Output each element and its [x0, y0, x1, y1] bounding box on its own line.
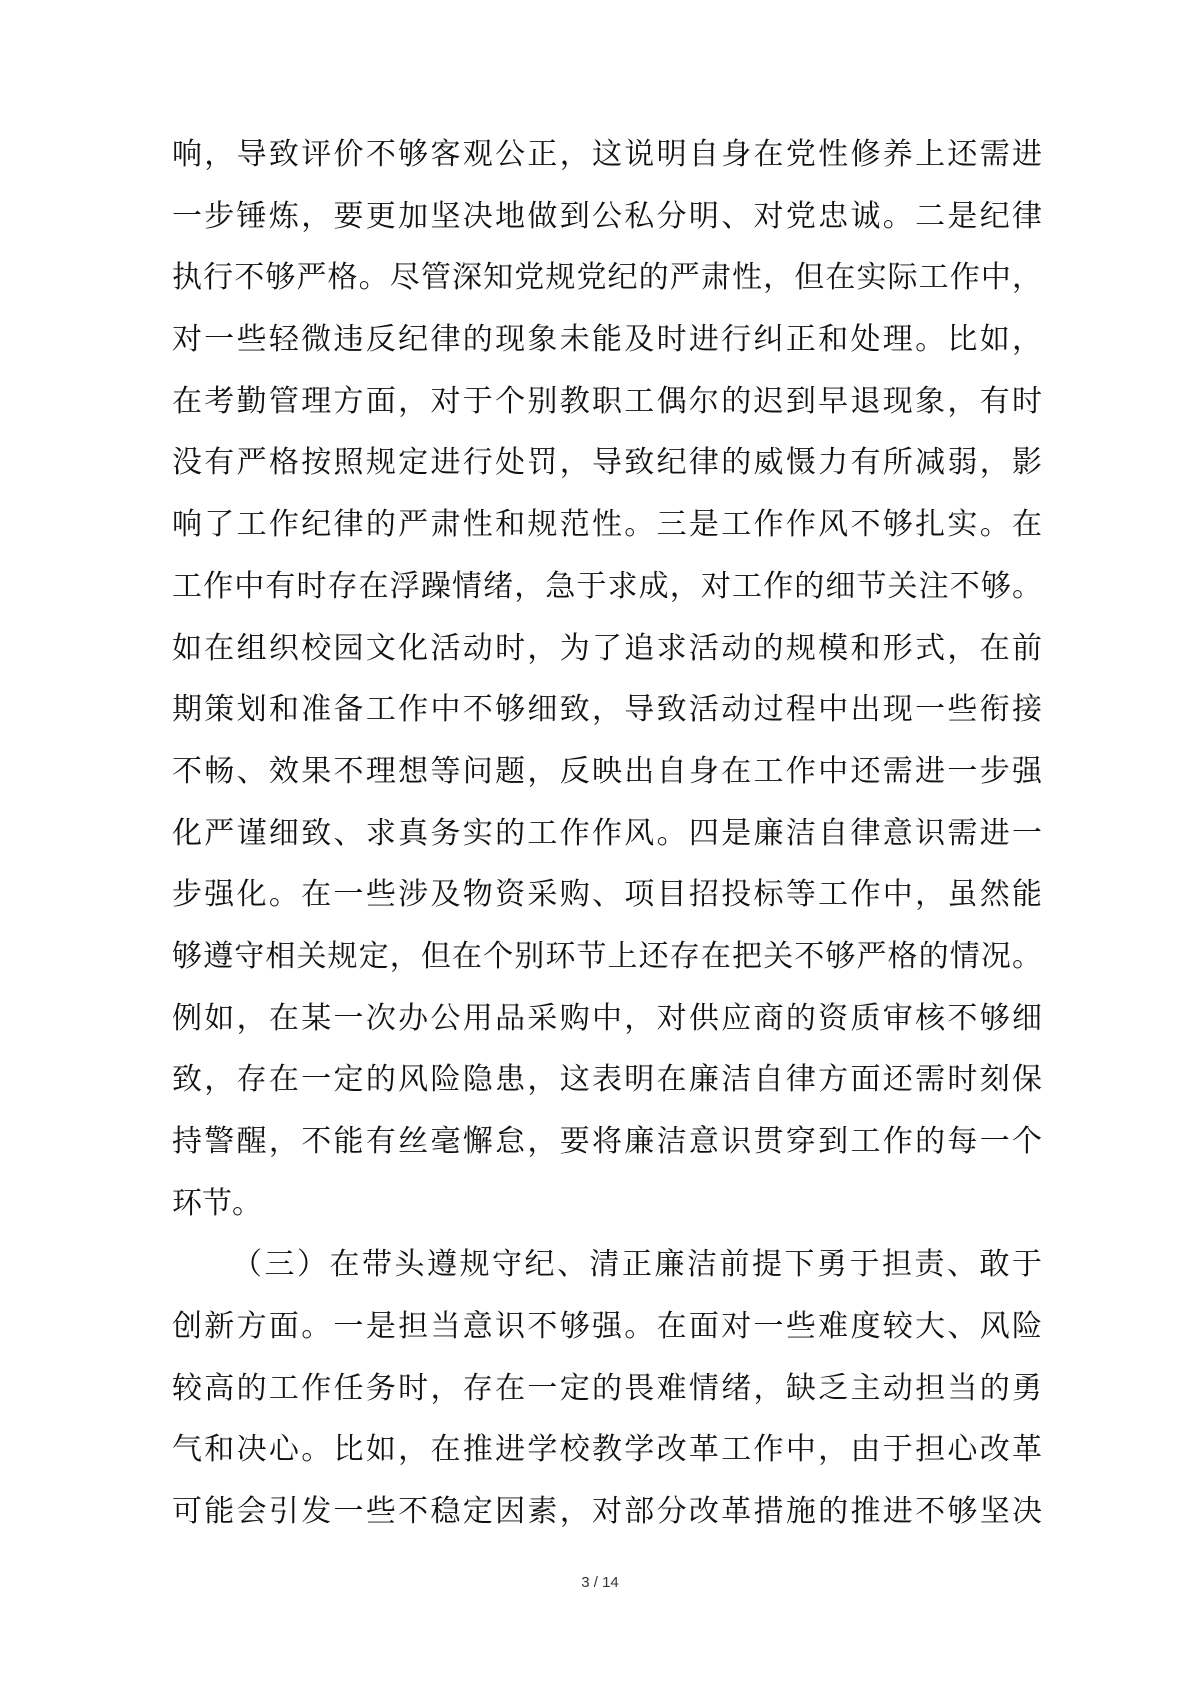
text-line: 化严谨细致、求真务实的工作作风。四是廉洁自律意识需进一 — [172, 815, 1042, 851]
document-body — [172, 124, 1042, 1543]
page-number: 3 / 14 — [581, 1574, 619, 1591]
text-line: 一步锤炼，要更加坚决地做到公私分明、对党忠诚。二是纪律 — [172, 198, 1042, 234]
text-line: 环节。 — [172, 1185, 262, 1221]
text-line: 致，存在一定的风险隐患，这表明在廉洁自律方面还需时刻保 — [172, 1062, 1042, 1098]
text-line: 可能会引发一些不稳定因素，对部分改革措施的推进不够坚决 — [172, 1494, 1042, 1530]
text-line: 没有严格按照规定进行处罚，导致纪律的威慑力有所减弱，影 — [172, 445, 1042, 481]
text-line: 执行不够严格。尽管深知党规党纪的严肃性，但在实际工作中， — [172, 260, 1042, 296]
text-line: 如在组织校园文化活动时，为了追求活动的规模和形式，在前 — [172, 630, 1042, 666]
text-line: 在考勤管理方面，对于个别教职工偶尔的迟到早退现象，有时 — [172, 383, 1042, 419]
text-line: 工作中有时存在浮躁情绪，急于求成，对工作的细节关注不够。 — [172, 568, 1042, 604]
text-line: 不畅、效果不理想等问题，反映出自身在工作中还需进一步强 — [172, 753, 1042, 789]
text-line: （三）在带头遵规守纪、清正廉洁前提下勇于担责、敢于 — [232, 1247, 1042, 1283]
text-line: 持警醒，不能有丝毫懈怠，要将廉洁意识贯穿到工作的每一个 — [172, 1124, 1042, 1159]
paragraph — [172, 124, 1042, 1234]
text-line: 例如，在某一次办公用品采购中，对供应商的资质审核不够细 — [172, 1000, 1042, 1036]
text-line: 创新方面。一是担当意识不够强。在面对一些难度较大、风险 — [172, 1309, 1042, 1345]
text-line: 步强化。在一些涉及物资采购、项目招投标等工作中，虽然能 — [172, 877, 1042, 913]
text-line: 对一些轻微违反纪律的现象未能及时进行纠正和处理。比如， — [172, 322, 1042, 358]
text-line: 较高的工作任务时，存在一定的畏难情绪，缺乏主动担当的勇 — [172, 1370, 1042, 1406]
text-line: 响，导致评价不够客观公正，这说明自身在党性修养上还需进 — [172, 137, 1042, 172]
paragraph — [172, 1234, 1042, 1542]
text-line: 够遵守相关规定，但在个别环节上还存在把关不够严格的情况。 — [172, 938, 1042, 974]
text-line: 响了工作纪律的严肃性和规范性。三是工作作风不够扎实。在 — [172, 507, 1042, 543]
text-line: 气和决心。比如，在推进学校教学改革工作中，由于担心改革 — [172, 1432, 1042, 1468]
text-line: 期策划和准备工作中不够细致，导致活动过程中出现一些衔接 — [172, 692, 1042, 728]
